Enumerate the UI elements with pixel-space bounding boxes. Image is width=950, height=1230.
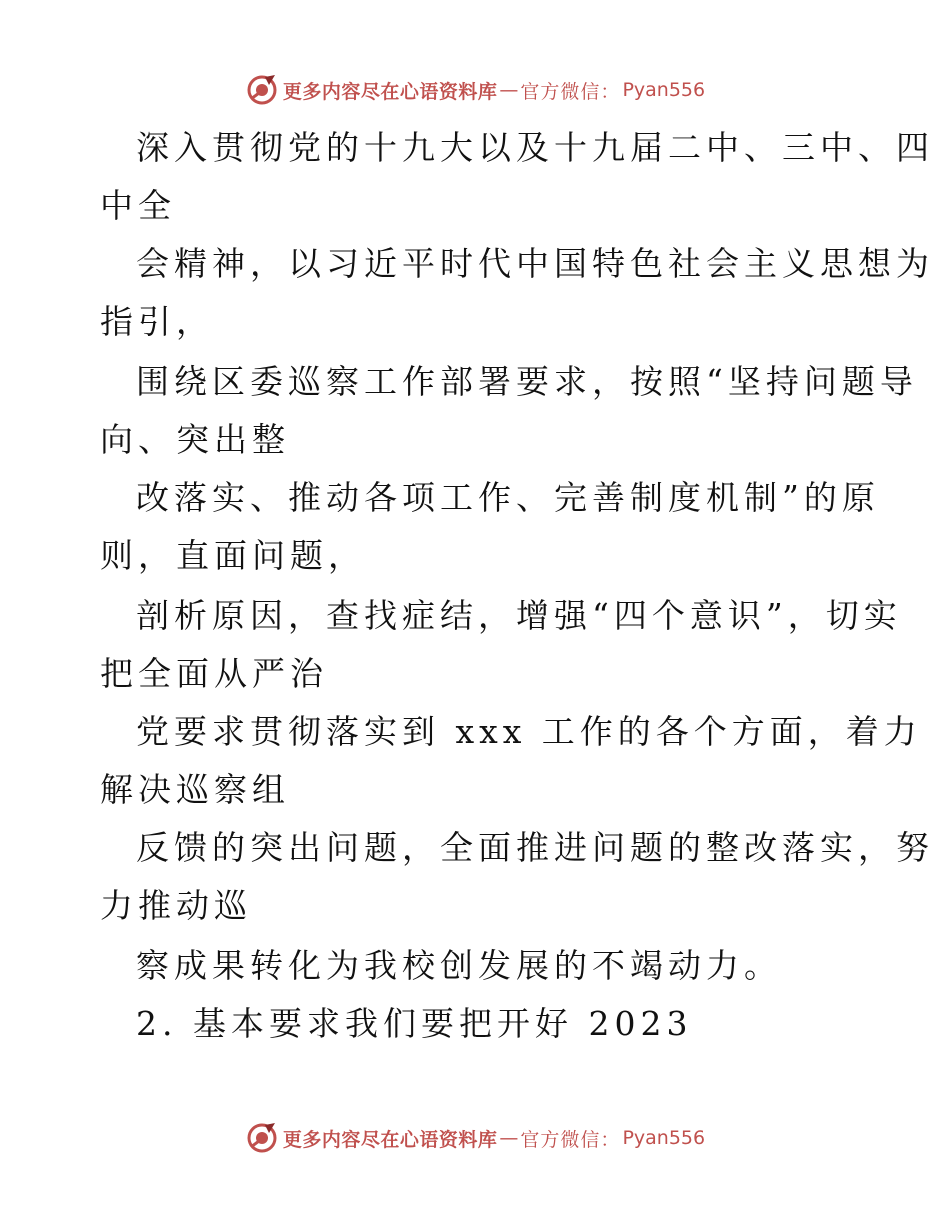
banner-wechat-id: Pyan556 bbox=[622, 1127, 706, 1149]
banner-ad-text: 更多内容尽在心语资料库 bbox=[282, 1128, 498, 1151]
body-line: 会精神，以习近平时代中国特色社会主义思想为 bbox=[136, 244, 934, 283]
body-line: 中全 bbox=[100, 186, 176, 225]
body-line: 把全面从严治 bbox=[100, 654, 328, 693]
body-line: 反馈的突出问题，全面推进问题的整改落实，努 bbox=[136, 828, 934, 867]
banner-official-label: 官方微信： bbox=[520, 1128, 621, 1151]
body-line: 指引， bbox=[100, 302, 214, 341]
body-line: 深入贯彻党的十九大以及十九届二中、三中、四 bbox=[136, 128, 934, 167]
body-line: 解决巡察组 bbox=[100, 770, 290, 809]
body-line: 察成果转化为我校创发展的不竭动力。 bbox=[136, 946, 782, 985]
banner-ad-text: 更多内容尽在心语资料库 bbox=[282, 80, 498, 103]
body-line: 剖析原因，查找症结，增强“四个意识”，切实 bbox=[136, 596, 902, 635]
body-line: 围绕区委巡察工作部署要求，按照“坚持问题导 bbox=[136, 362, 918, 401]
body-line: 则，直面问题， bbox=[100, 536, 366, 575]
banner-wechat-id: Pyan556 bbox=[622, 79, 706, 101]
banner-dash: — bbox=[499, 79, 519, 101]
body-line: 向、突出整 bbox=[100, 420, 290, 459]
body-line: 力推动巡 bbox=[100, 886, 252, 925]
footer-banner bbox=[0, 1118, 950, 1158]
pen-logo-icon bbox=[245, 1121, 279, 1155]
body-line: 党要求贯彻落实到 xxx 工作的各个方面，着力 bbox=[136, 712, 922, 751]
pen-logo-icon bbox=[245, 73, 279, 107]
banner-official-label: 官方微信： bbox=[520, 80, 621, 103]
body-line: 2. 基本要求我们要把开好 2023 bbox=[136, 1004, 693, 1043]
header-banner bbox=[0, 70, 950, 110]
banner-dash: — bbox=[499, 1127, 519, 1149]
body-line: 改落实、推动各项工作、完善制度机制”的原 bbox=[136, 478, 880, 517]
